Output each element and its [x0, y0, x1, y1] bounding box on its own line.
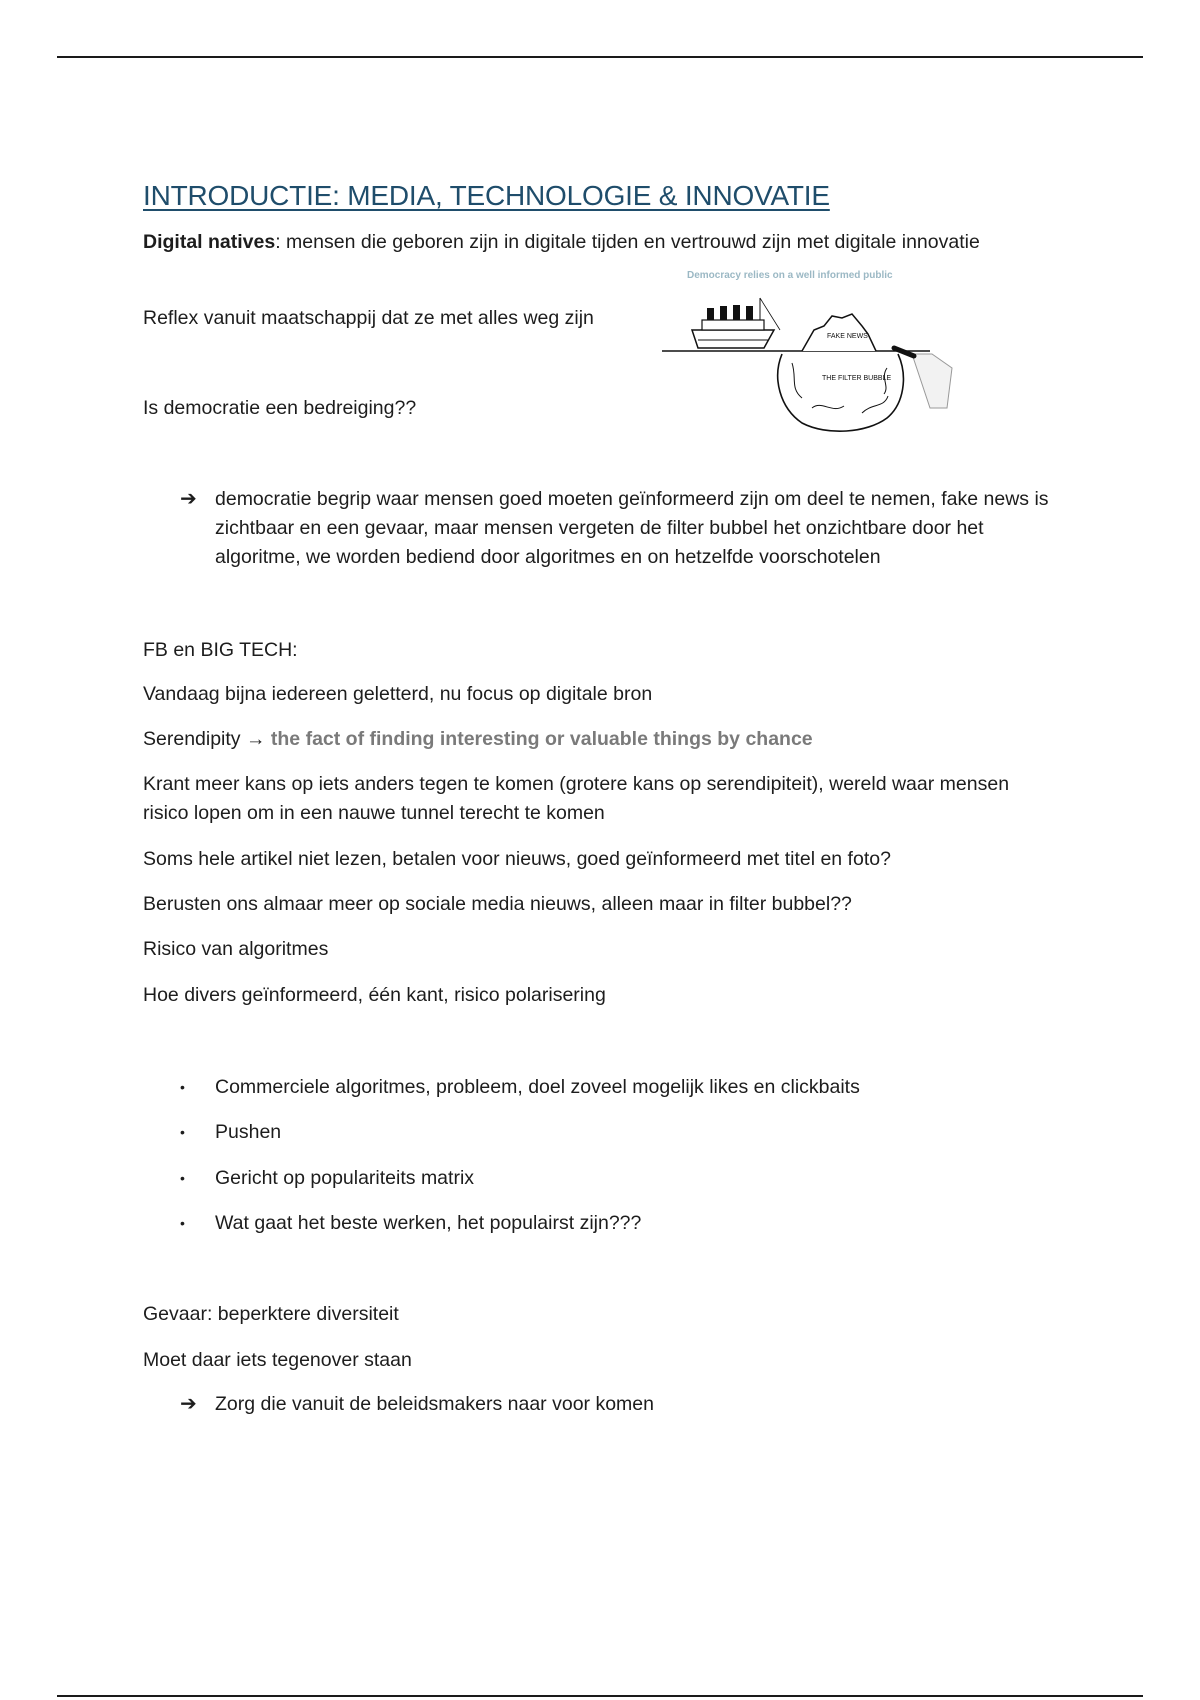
algorithm-risk-line: Risico van algoritmes [143, 938, 329, 960]
arrow-item-democracy [180, 485, 1060, 572]
arrow-icon: ➔ [180, 1393, 197, 1415]
bullet-icon: • [180, 1215, 185, 1231]
illustration-caption: Democracy relies on a well informed public [687, 270, 893, 281]
newspaper-line: Krant meer kans op iets anders tegen te komen (grotere kans op serendipiteit), wereld waar mensen risico lopen om in een nauwe tunnel terecht te komen [143, 773, 1010, 824]
intro-definition: : mensen die geboren zijn in digitale tijden en vertrouwd zijn met digitale innovatie [275, 231, 980, 253]
list-item: • Commerciele algoritmes, probleem, doel zoveel mogelijk likes en clickbaits [180, 1073, 860, 1102]
titanic-iceberg-drawing [662, 268, 957, 438]
arrow-icon: ➔ [180, 488, 197, 510]
danger-line: Gevaar: beperktere diversiteit [143, 1303, 399, 1325]
arrow-icon: → [245, 728, 266, 750]
bullet-icon: • [180, 1124, 185, 1140]
list-item: • Wat gaat het beste werken, het populairst zijn??? [180, 1209, 641, 1238]
arrow-item-policy [180, 1390, 1060, 1419]
bubble-label: THE FILTER BUBBLE [822, 375, 892, 382]
term-digital-natives: Digital natives [143, 231, 276, 253]
list-item: • Gericht op populariteits matrix [180, 1164, 474, 1193]
bullet-icon: • [180, 1079, 185, 1095]
page-title: INTRODUCTIE: MEDIA, TECHNOLOGIE & INNOVATIE [143, 180, 830, 211]
filter-bubble-illustration [662, 268, 957, 438]
bullet-icon: • [180, 1170, 185, 1186]
arrow-text: democratie begrip waar mensen goed moeten geïnformeerd zijn om deel te nemen, fake news is zichtbaar en een gevaar, maar mensen vergeten de filter bubbel het onzichtbare door het algoritme, we worden bediend door algoritmes en on hetzelfde voorschotelen [215, 488, 1049, 568]
polarization-line: Hoe divers geïnformeerd, één kant, risico polarisering [143, 984, 606, 1006]
serendipity-term: Serendipity [143, 728, 241, 750]
social-media-line: Berusten ons almaar meer op sociale media nieuws, alleen maar in filter bubbel?? [143, 893, 852, 915]
header-rule [57, 56, 1143, 58]
serendipity-line [143, 725, 813, 754]
list-item: • Pushen [180, 1118, 281, 1147]
literacy-line: Vandaag bijna iedereen geletterd, nu focus op digitale bron [143, 683, 653, 705]
democracy-question: Is democratie een bedreiging?? [143, 397, 417, 419]
iceberg-label: FAKE NEWS [827, 333, 868, 340]
intro-paragraph [143, 228, 1003, 257]
counterweight-line: Moet daar iets tegenover staan [143, 1349, 412, 1371]
arrow-text: Zorg die vanuit de beleidsmakers naar voor komen [215, 1393, 654, 1415]
serendipity-definition: the fact of finding interesting or valuable things by chance [270, 728, 813, 750]
section-heading-big-tech: FB en BIG TECH: [143, 639, 298, 661]
article-line: Soms hele artikel niet lezen, betalen voor nieuws, goed geïnformeerd met titel en foto? [143, 848, 891, 870]
reflex-line: Reflex vanuit maatschappij dat ze met alles weg zijn [143, 307, 594, 329]
footer-rule [57, 1695, 1143, 1697]
